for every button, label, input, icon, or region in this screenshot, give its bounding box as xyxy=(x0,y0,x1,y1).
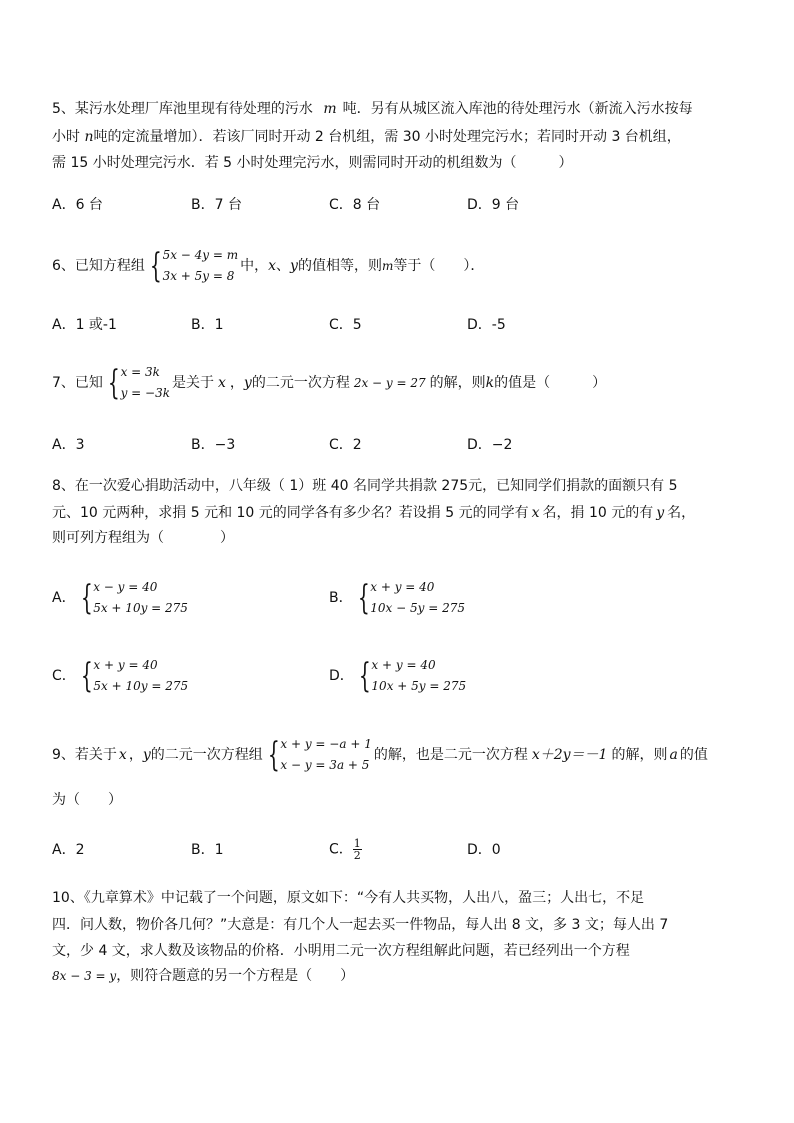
q8-option-label: D． xyxy=(329,668,354,684)
q8-option-a-system xyxy=(78,577,188,619)
q8-option-c[interactable] xyxy=(52,654,190,698)
q6-eq2: 3x + 5y = 8 xyxy=(162,269,235,283)
q6-var-x: x xyxy=(268,258,277,274)
q10-line3: 文，少 4 文，求人数及该物品的价格．小明用二元一次方程组解此问题，若已经列出一个方程 xyxy=(52,943,630,959)
q9-option-a[interactable]: A．2 xyxy=(52,842,85,858)
q8-eq1: x − y = 40 xyxy=(93,580,158,594)
q7-text: 的二元一次方程 xyxy=(251,375,350,391)
q6-option-d[interactable]: D．-5 xyxy=(467,317,506,333)
q7-text: 7、已知 xyxy=(52,375,103,391)
q8-option-b-system xyxy=(355,577,465,619)
q8-option-b[interactable] xyxy=(329,576,467,620)
q8-eq2: 5x + 10y = 275 xyxy=(93,679,189,693)
q9-option-b[interactable]: B．1 xyxy=(191,842,224,858)
q8-var-y: y xyxy=(656,505,665,521)
q8-eq1: x + y = 40 xyxy=(371,658,436,672)
q6-eq1: 5x − 4y = m xyxy=(162,248,239,262)
q7-option-b[interactable]: B．−3 xyxy=(191,437,236,453)
q7-eq1: x = 3k xyxy=(120,365,160,379)
fraction-denominator: 2 xyxy=(353,849,361,862)
q8-option-a[interactable] xyxy=(52,576,190,620)
q5-option-d[interactable]: D．9 台 xyxy=(467,197,520,213)
q9-text: ， xyxy=(128,747,143,763)
q9-var-a: a xyxy=(669,747,678,763)
q8-eq2: 5x + 10y = 275 xyxy=(93,601,188,615)
q5-line1 xyxy=(52,99,693,119)
brace-icon: { xyxy=(107,363,120,403)
q9-eq1: x + y = −a + 1 xyxy=(280,737,372,751)
q8-eq1: x + y = 40 xyxy=(370,580,435,594)
q10-line2: 四．问人数，物价各几何？”大意是：有几个人一起去买一件物品，每人出 8 文，多 3 文；每人出 7 xyxy=(52,917,669,933)
q7-var-y: y xyxy=(243,375,252,391)
q7-var-x: x xyxy=(218,375,226,391)
q9-fraction xyxy=(353,838,362,861)
brace-icon: { xyxy=(267,735,280,775)
q8-line2 xyxy=(52,503,695,523)
q7-var-k: k xyxy=(485,375,495,391)
q10-text: ，则符合题意的另一个方程是（ ） xyxy=(116,968,355,984)
q5-text: 吨．另有从城区流入库池的待处理污水（新流入污水按每 xyxy=(342,101,693,117)
q8-text: 名，捐 10 元的有 xyxy=(542,505,654,521)
q6-text: 中， xyxy=(240,258,269,274)
q7-option-d[interactable]: D．−2 xyxy=(467,437,513,453)
q9-line2: 为（ ） xyxy=(52,792,122,808)
brace-icon: { xyxy=(149,246,162,286)
q5-option-a[interactable]: A．6 台 xyxy=(52,197,103,213)
q9-stem xyxy=(52,733,708,777)
q7-option-a[interactable]: A．3 xyxy=(52,437,85,453)
q6-option-b[interactable]: B．1 xyxy=(191,317,224,333)
q7-text: 的值是（ ） xyxy=(494,375,607,391)
q10-equation: 8x − 3 = y xyxy=(52,969,117,983)
q9-var-y: y xyxy=(142,747,151,763)
q5-line2 xyxy=(52,127,681,147)
q7-equation: 2x − y = 27 xyxy=(353,376,426,390)
q8-text: 名， xyxy=(667,505,696,521)
q7-equation-system xyxy=(105,362,170,404)
q8-option-c-system xyxy=(78,655,188,697)
q8-eq2: 10x + 5y = 275 xyxy=(371,679,467,693)
q9-text: 的二元一次方程组 xyxy=(150,747,263,763)
q6-text: 6、已知方程组 xyxy=(52,258,145,274)
q8-eq2: 10x − 5y = 275 xyxy=(370,601,465,615)
q8-eq1: x + y = 40 xyxy=(93,658,158,672)
q9-var-x: x xyxy=(118,747,127,763)
q6-var-y: y xyxy=(290,258,298,274)
q9-text: 9、若关于 xyxy=(52,747,117,763)
q6-text: 、 xyxy=(276,258,291,274)
q5-text: 小时 xyxy=(52,129,80,145)
q6-var-m: m xyxy=(381,259,394,273)
q5-option-c[interactable]: C．8 台 xyxy=(329,197,381,213)
fraction-numerator: 1 xyxy=(353,837,361,850)
q7-text: 的解，则 xyxy=(429,375,486,391)
q6-option-c[interactable]: C．5 xyxy=(329,317,362,333)
q5-text: 吨的定流量增加）．若该厂同时开动 2 台机组，需 30 小时处理完污水；若同时开动 3 台机组， xyxy=(93,129,681,145)
q9-equation-system xyxy=(265,734,372,776)
brace-icon: { xyxy=(358,656,371,696)
q9-option-c[interactable] xyxy=(329,838,362,861)
q6-text: 的值相等，则 xyxy=(297,258,382,274)
q10-line4 xyxy=(52,966,354,986)
q5-var-n: n xyxy=(84,129,94,145)
q9-text: 的值 xyxy=(679,747,708,763)
q7-option-c[interactable]: C．2 xyxy=(329,437,362,453)
q8-var-x: x xyxy=(531,505,540,521)
q6-text: 等于（ ）． xyxy=(393,258,485,274)
q5-text: 5、某污水处理厂库池里现有待处理的污水 xyxy=(52,101,313,117)
q5-option-b[interactable]: B．7 台 xyxy=(191,197,242,213)
q6-option-a[interactable]: A．1 或-1 xyxy=(52,317,117,333)
q8-option-d[interactable] xyxy=(329,654,468,698)
q7-stem xyxy=(52,361,606,405)
q8-option-label: B． xyxy=(329,590,353,606)
q9-eq2: x − y = 3a + 5 xyxy=(280,758,370,772)
q8-line1: 8、在一次爱心捐助活动中，八年级（ 1）班 40 名同学共捐款 275元，已知同学们捐款的面额只有 5 xyxy=(52,478,678,494)
q7-text: 是关于 xyxy=(172,375,214,391)
brace-icon: { xyxy=(80,656,93,696)
q9-text: 的解，也是二元一次方程 xyxy=(373,747,528,763)
q10-line1: 10、《九章算术》中记载了一个问题，原文如下：“今有人共买物，人出八，盈三；人出七，不足 xyxy=(52,890,645,906)
q8-option-label: A． xyxy=(52,590,76,606)
q8-option-label: C． xyxy=(52,668,76,684)
q8-text: 元、10 元两种，求捐 5 元和 10 元的同学各有多少名？若设捐 5 元的同学有 xyxy=(52,505,529,521)
q9-option-label: C． xyxy=(329,841,353,858)
q5-var-m: m xyxy=(323,101,337,117)
brace-icon: { xyxy=(357,578,370,618)
q7-eq2: y = −3k xyxy=(120,386,170,400)
brace-icon: { xyxy=(80,578,93,618)
q8-line3: 则可列方程组为（ ） xyxy=(52,530,234,546)
q9-option-d[interactable]: D．0 xyxy=(467,842,501,858)
q8-option-d-system xyxy=(356,655,466,697)
q5-line3: 需 15 小时处理完污水．若 5 小时处理完污水，则需同时开动的机组数为（ ） xyxy=(52,155,573,171)
q6-equation-system xyxy=(147,245,238,287)
q9-equation: x＋2y＝－1 xyxy=(531,747,608,763)
q6-stem xyxy=(52,244,484,288)
q9-text: 的解，则 xyxy=(611,747,668,763)
q7-text: ， xyxy=(229,375,244,391)
